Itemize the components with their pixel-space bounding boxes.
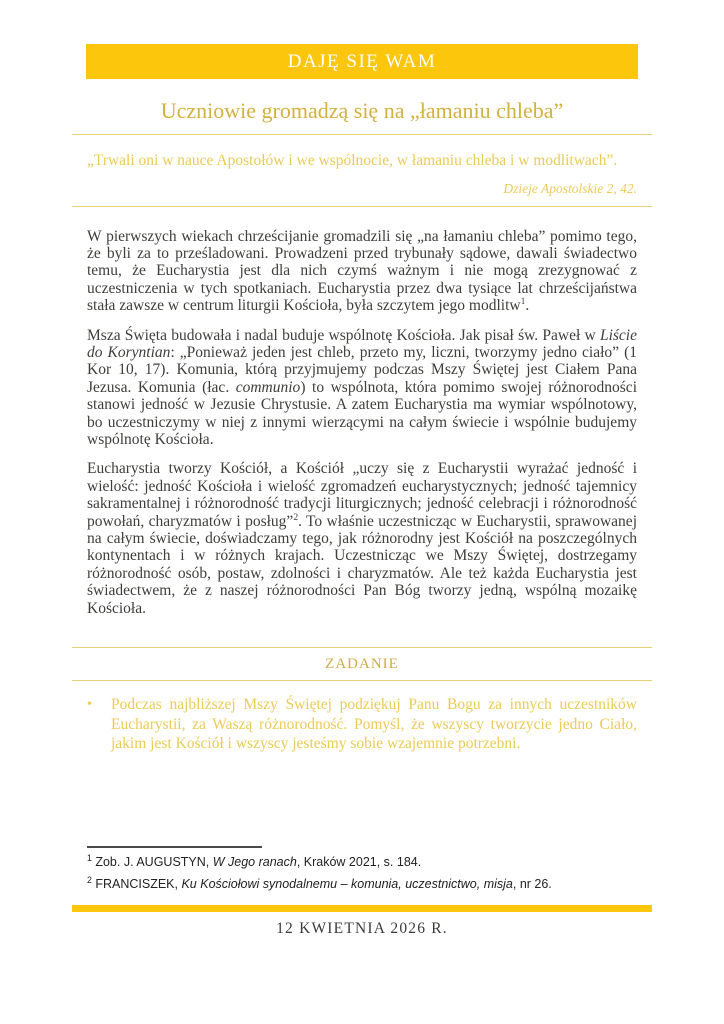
task-item <box>87 695 637 754</box>
text-run: , Kraków 2021, s. 184. <box>296 854 422 869</box>
divider-under-quote <box>72 206 652 207</box>
text-run: Ku Kościołowi synodalnemu – komunia, uczestnictwo, misja <box>181 876 513 891</box>
text-run: Msza Święta budowała i nadal buduje wspólnotę Kościoła. Jak pisał św. Paweł w <box>87 326 600 344</box>
footer-date: 12 KWIETNIA 2026 R. <box>276 919 448 937</box>
header-banner-bar <box>86 44 638 79</box>
text-run: : „Ponieważ jeden jest chleb, przeto my, liczni, tworzymy jedno ciało” (1 Kor 10, 17). Komunia, którą przyjmujemy podczas Mszy Świętej jest Ciałem Pana Jezusa. Komunia (łac. <box>87 343 637 396</box>
text-run: communio <box>235 378 301 396</box>
text-run: , nr 26. <box>512 876 552 891</box>
superscript: 2 <box>293 511 299 523</box>
superscript: 1 <box>87 852 92 863</box>
text-run: ) to wspólnota, która pomimo swojej różnorodności stanowi jedność w Jezusie Chrystusie. A zatem Eucharystia ma wymiar wspólnotowy, bo uczestniczymy w niej z innymi wierzącymi na całym świecie i wspólnie budujemy wspólnotę Kościoła. <box>87 378 637 448</box>
text-run: W pierwszych wiekach chrześcijanie gromadzili się „na łamaniu chleba” pomimo tego, że byli za to prześladowani. Prowadzeni przed trybunały sądowe, dawali świadectwo temu, że Eucharystia jest dla nich czymś ważnym i nie mogą zrezygnować z uczestniczenia w tych spotkaniach. Eucharystia przez dwa tysiące lat chrześcijaństwa stała zawsze w centrum liturgii Kościoła, była szczytem jego modlitw <box>87 227 637 315</box>
footnotes <box>72 852 652 892</box>
bullet-icon: • <box>87 697 92 713</box>
quote-attribution: Dzieje Apostolskie 2, 42. <box>503 180 637 196</box>
footer-bar <box>72 905 652 912</box>
text-run: . <box>525 297 530 315</box>
footnote <box>87 874 637 892</box>
superscript: 1 <box>520 295 526 307</box>
scripture-quote: „Trwali oni w nauce Apostołów i we wspólnocie, w łamaniu chleba i w modlitwach”. <box>87 152 618 169</box>
divider-task-bottom <box>72 680 652 681</box>
divider-under-title <box>72 134 652 135</box>
text-run: Liście do Koryntian <box>87 326 637 361</box>
body-paragraph <box>87 327 637 449</box>
text-run: Eucharystia tworzy Kościół, a Kościół „uczy się z Eucharystii wyrażać jedność i wielość: jedność Kościoła i wielość zgromadzeń eucharystycznych; jedność tajemnicy sakramentalnej i różnorodność tradycji liturgicznych; jedność celebracji i różnorodność powołań, charyzmatów i posług” <box>87 460 637 530</box>
text-run: W Jego ranach <box>212 854 297 869</box>
body-paragraph <box>87 460 637 617</box>
footnote <box>87 852 637 870</box>
page-title: Uczniowie gromadzą się na „łamaniu chleba” <box>160 98 564 123</box>
divider-task-top <box>72 647 652 648</box>
footnote-separator <box>87 846 262 848</box>
text-run: Zob. J. AUGUSTYN, <box>91 854 213 869</box>
text-run: FRANCISZEK, <box>91 876 182 891</box>
body-paragraph <box>87 228 637 315</box>
body-paragraphs <box>72 228 652 618</box>
superscript: 2 <box>87 874 92 885</box>
task-heading: ZADANIE <box>325 656 399 673</box>
task-text: Podczas najbliższej Mszy Świętej podziękuj Panu Bogu za innych uczestników Eucharystii, za Waszą różnorodność. Pomyśl, że wszyscy tworzycie jedno Ciało, jakim jest Kościół i wszyscy jesteśmy sobie wzajemnie potrzebni. <box>111 696 637 753</box>
header-banner-text: DAJĘ SIĘ WAM <box>287 51 437 72</box>
text-run: . To właśnie uczestnicząc w Eucharystii, sprawowanej na całym świecie, doświadczamy tego, jak różnorodny jest Kościół na poszczególnych kontynentach i w różnych krajach. Uczestnicząc we Mszy Świętej, dostrzegamy różnorodność osób, postaw, zdolności i charyzmatów. Ale też każda Eucharystia jest świadectwem, że z naszej różnorodności Pan Bóg tworzy jedną, wspólną mozaikę Kościoła. <box>87 512 637 617</box>
